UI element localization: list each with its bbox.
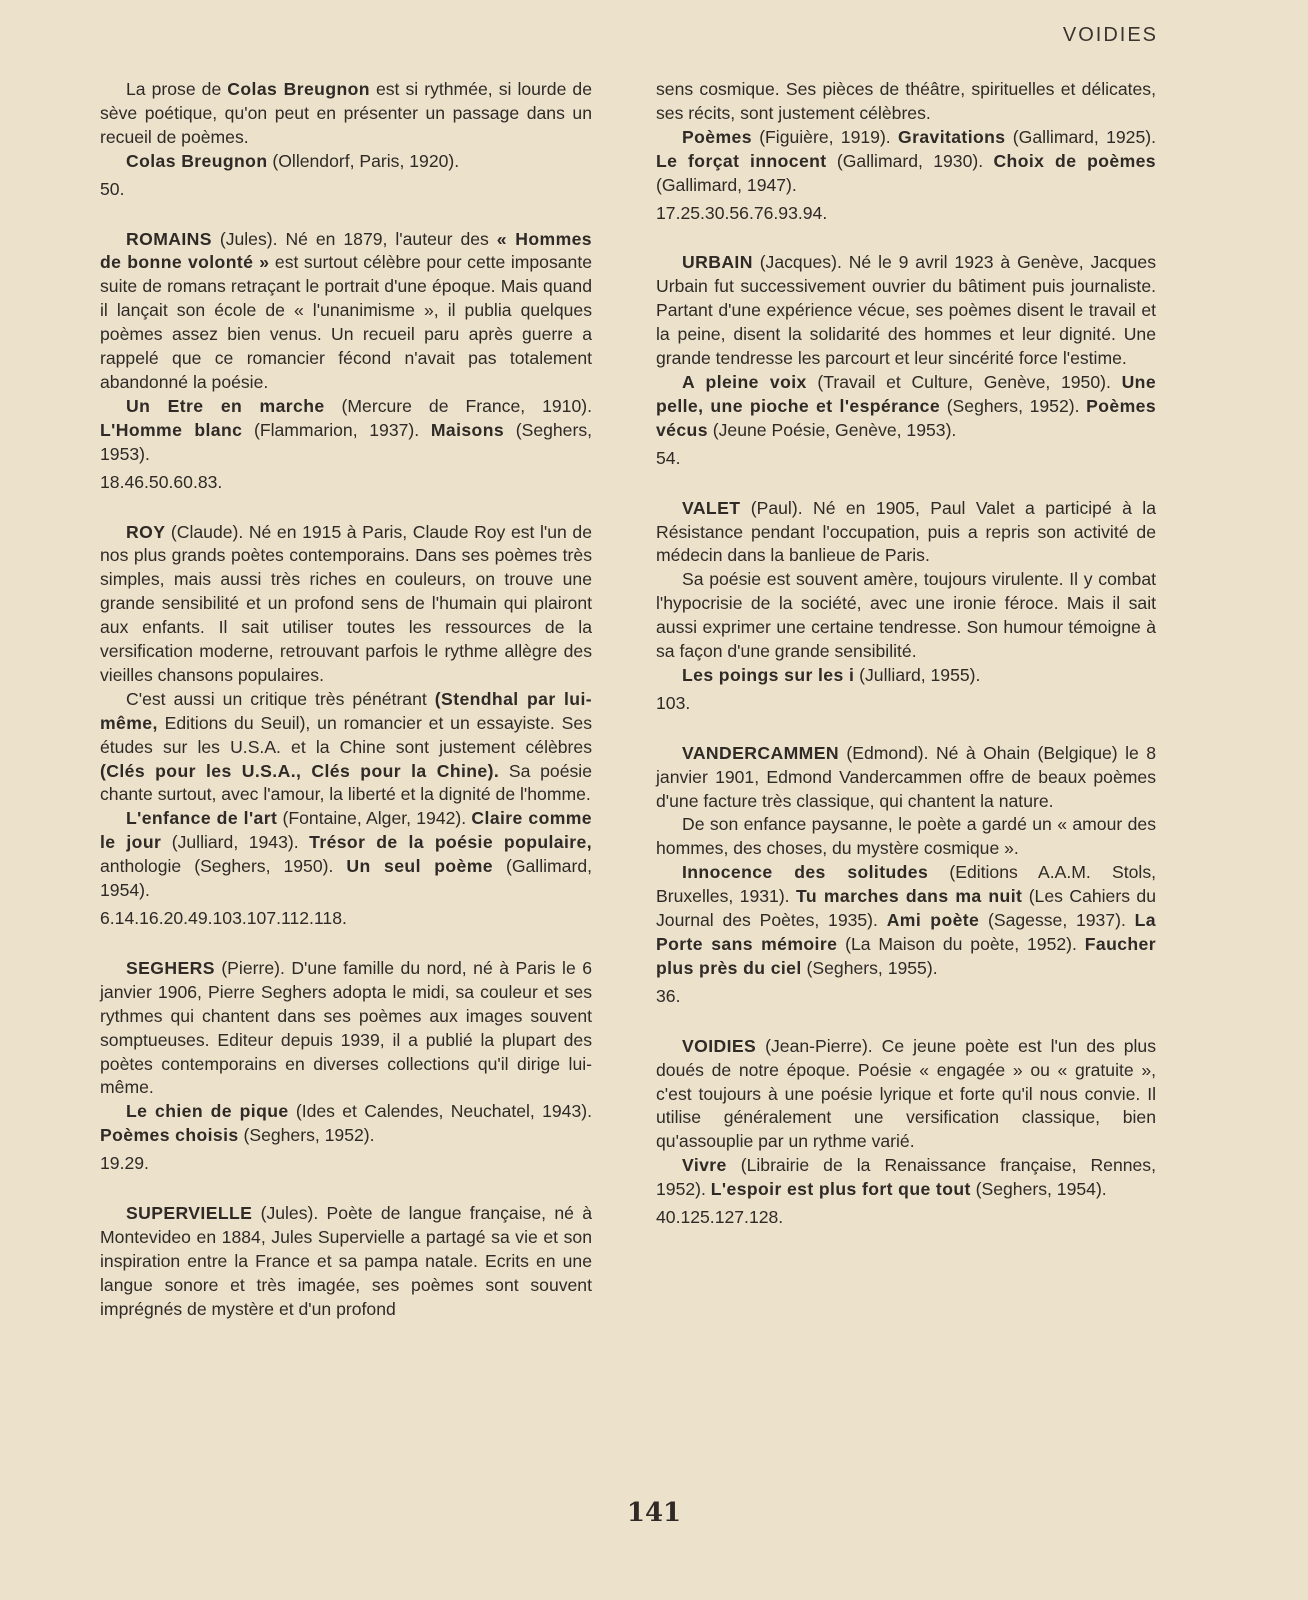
entry-paragraph [656,813,1156,861]
text-run: (Travail et Culture, Genève, 1950). [806,371,1122,392]
bold-run: La Porte sans mémoire [656,910,1156,954]
bold-run: Choix de poèmes [993,150,1156,171]
text-run: (Seghers, 1953). [100,419,593,464]
text-run: (Fontaine, Alger, 1942). [277,808,472,829]
text-run: (Ides et Calendes, Neuchatel, 1943). [288,1101,592,1122]
text-run: C'est aussi un critique très pénétrant [126,688,435,709]
dictionary-entry [100,521,592,931]
text-run: (Paul). Né en 1905, Paul Valet a participé à la Résistance pendant l'occupation, puis a repris son activité de médecin dans la banlieue de Paris. [656,497,1156,566]
bold-run: L'enfance de l'art [126,808,278,829]
bold-run: « Hommes de bonne volonté » [100,228,592,273]
bold-run: Poèmes choisis [100,1125,239,1146]
bold-run: Ami poète [886,910,980,931]
bold-run: Gravitations [898,126,1006,147]
bold-run: VOIDIES [682,1035,757,1056]
bold-run: ROY [126,521,166,542]
bold-run: Faucher plus près du ciel [656,934,1156,978]
entry-paragraph [656,742,1156,814]
bold-run: Poèmes [682,126,752,147]
bold-run: Trésor de la poésie populaire, [309,832,592,853]
bold-run: Le chien de pique [126,1101,289,1122]
entry-paragraph [656,861,1156,981]
bold-run: L'Homme blanc [100,419,243,440]
text-run: (Gallimard, 1954). [100,856,593,901]
bold-run: SEGHERS [126,957,215,978]
entry-paragraph [100,228,592,395]
bold-run: Colas Breugnon [227,79,370,99]
page-number: 141 [626,1498,682,1528]
entry-paragraph [656,1154,1156,1202]
bold-run: Un seul poème [346,856,493,877]
dictionary-entry [100,957,592,1176]
text-run: (Jean-Pierre). Ce jeune poète est l'un des plus doués de notre époque. Poésie « engagée » ou « gratuite », c'est toujours à une poésie lyrique et forte qu'il nous convie. Il utilise généralement une versification classique, bien qu'assouplie par un rythme varié. [656,1035,1156,1152]
bold-run: Innocence des solitudes [682,862,929,883]
entry-paragraph [656,497,1156,569]
entry-paragraph [100,395,592,467]
text-run: (Flammarion, 1937). [242,419,431,440]
entry-paragraph [100,1202,592,1322]
text-run: (Les Cahiers du Journal des Poètes, 1935). [656,886,1156,931]
text-run: (Editions A.A.M. Stols, Bruxelles, 1931). [656,862,1157,907]
entry-paragraph [656,251,1156,371]
entry-paragraph [100,957,592,1100]
entry-paragraph [100,521,592,688]
bold-run: L'espoir est plus fort que tout [710,1179,971,1200]
text-run: (Edmond). Né à Ohain (Belgique) le 8 janvier 1901, Edmond Vandercammen offre de beaux poèmes d'une facture très classique, qui chantent la nature. [656,742,1156,811]
entry-references: 54. [656,447,681,468]
dictionary-entry [100,78,592,202]
text-run: (Gallimard, 1930). [826,150,994,171]
entry-references: 103. [656,692,691,713]
entry-references: 36. [656,985,681,1006]
entry-paragraph [100,150,592,174]
entry-references: 17.25.30.56.76.93.94. [656,202,828,223]
text-run: (Seghers, 1954). [970,1179,1107,1200]
entry-paragraph [100,78,592,150]
entry-paragraph [656,371,1156,443]
bold-run: URBAIN [682,252,753,273]
entry-paragraph [100,1100,592,1148]
bold-run: Maisons [430,419,505,440]
text-run: (La Maison du poète, 1952). [837,934,1085,954]
text-run: est surtout célèbre pour cette imposante suite de romans retraçant le portrait d'une époque. Mais quand il lançait son école de « l'unanimisme », il publia quelques poèmes assez bien venus. Un recueil paru après guerre a rappelé que ce romancier fécond n'avait pas totalement abandonné la poésie. [100,252,592,392]
bold-run: (Stendhal par lui-même, [100,688,592,733]
dictionary-entry [656,497,1156,716]
text-run: (Mercure de France, 1910). [324,395,592,416]
text-run: (Ollendorf, Paris, 1920). [267,150,460,171]
text-run: sens cosmique. Ses pièces de théâtre, spirituelles et délicates, ses récits, sont justement célèbres. [656,79,1156,123]
running-head: VOIDIES [1062,24,1158,46]
text-run: (Librairie de la Renaissance française, Rennes, 1952). [656,1155,1156,1200]
entry-paragraph [656,568,1156,664]
entry-paragraph [656,126,1156,198]
bold-run: Vivre [682,1155,727,1176]
dictionary-entry [656,251,1156,470]
text-run: anthologie (Seghers, 1950). [100,856,347,877]
text-run: (Jeune Poésie, Genève, 1953). [707,419,957,440]
text-run: Editions du Seuil), un romancier et un essayiste. Ses études sur les U.S.A. et la Chine sont justement célèbres [100,712,592,757]
text-run: Sa poésie est souvent amère, toujours virulente. Il y combat l'hypocrisie de la société, avec une ironie féroce. Mais il sait aussi exprimer une certaine tendresse. Son humour témoigne à sa façon d'une grande sensibilité. [656,569,1156,662]
bold-run: VALET [682,497,741,518]
entry-references: 50. [100,178,125,199]
text-run: (Jules). Poète de langue française, né à Montevideo en 1884, Jules Supervielle a partagé sa vie et son inspiration entre la France et sa pampa natale. Ecrits en une langue sonore et très imagée, ses poèmes sont souvent imprégnés de mystère et d'un profond [100,1203,592,1319]
text-run: (Julliard, 1943). [161,832,310,853]
bold-run: SUPERVIELLE [126,1203,253,1224]
entry-references: 40.125.127.128. [656,1207,784,1228]
dictionary-entry [656,78,1156,225]
bold-run: Un Etre en marche [126,395,325,416]
bold-run: Poèmes vécus [656,395,1157,440]
text-run: (Figuière, 1919). [751,126,898,147]
entry-references: 19.29. [100,1153,149,1174]
bold-run: A pleine voix [682,371,807,392]
text-run: (Sagesse, 1937). [979,910,1135,931]
text-run: Sa poésie chante surtout, avec l'amour, la liberté et la dignité de l'homme. [100,760,592,805]
bold-run: VANDERCAMMEN [682,742,839,763]
dictionary-entry [656,742,1156,1009]
entry-paragraph [100,688,592,808]
bold-run: Le forçat innocent [656,150,827,171]
bold-run: Une pelle, une pioche et l'espérance [656,371,1157,416]
text-run: (Gallimard, 1947). [656,174,797,195]
entry-paragraph [656,1035,1156,1155]
bold-run: Les poings sur les i [682,664,855,685]
bold-run: Claire comme le jour [100,808,592,853]
entry-references: 6.14.16.20.49.103.107.112.118. [100,908,347,928]
text-run: (Seghers, 1952). [940,395,1087,416]
entry-paragraph [100,807,592,903]
right-column [656,78,1156,1256]
text-run: (Jacques). Né le 9 avril 1923 à Genève, Jacques Urbain fut successivement ouvrier du bâtiment puis journaliste. Partant d'une expérience vécue, ses poèmes disent le travail et la peine, disent la solidarité des hommes et leur dignité. Une grande tendresse les parcourt et leur sincérité force l'estime. [656,252,1156,369]
dictionary-entry [100,228,592,495]
text-run: (Julliard, 1955). [854,664,981,685]
text-run: (Claude). Né en 1915 à Paris, Claude Roy est l'un de nos plus grands poètes contemporains. Dans ses poèmes très simples, mais aussi très riches en couleurs, on trouve une grande sensibilité et un profond sens de l'humain qui plairont aux enfants. Il sait utiliser toutes les ressources de la versification moderne, retrouvant parfois le rythme allègre des vieilles chansons populaires. [100,521,592,685]
text-run: (Pierre). D'une famille du nord, né à Paris le 6 janvier 1906, Pierre Seghers adopta le midi, sa couleur et ses rythmes qui chantent dans ses poèmes aux images souvent somptueuses. Editeur depuis 1939, il a publié la plupart des poètes contemporains en diverses collections qu'il dirige lui-même. [100,957,592,1098]
text-run: (Jules). Né en 1879, l'auteur des [211,228,497,249]
entry-paragraph [656,78,1156,126]
entry-paragraph [656,664,1156,688]
bold-run: Tu marches dans ma nuit [796,886,1023,907]
dictionary-entry [656,1035,1156,1230]
text-run: est si rythmée, si lourde de sève poétique, qu'on peut en présenter un passage dans un recueil de poèmes. [100,79,592,147]
left-column [100,78,592,1348]
bold-run: ROMAINS [126,228,212,249]
bold-run: Colas Breugnon [126,150,268,171]
text-run: (Gallimard, 1925). [1005,126,1156,147]
bold-run: (Clés pour les U.S.A., Clés pour la Chine). [100,760,500,781]
text-run: De son enfance paysanne, le poète a gardé un « amour des hommes, des choses, du mystère cosmique ». [656,814,1156,859]
entry-references: 18.46.50.60.83. [100,471,223,492]
dictionary-entry [100,1202,592,1322]
text-run: (Seghers, 1952). [238,1125,375,1146]
text-run: La prose de [126,79,228,99]
text-run: (Seghers, 1955). [801,957,938,978]
